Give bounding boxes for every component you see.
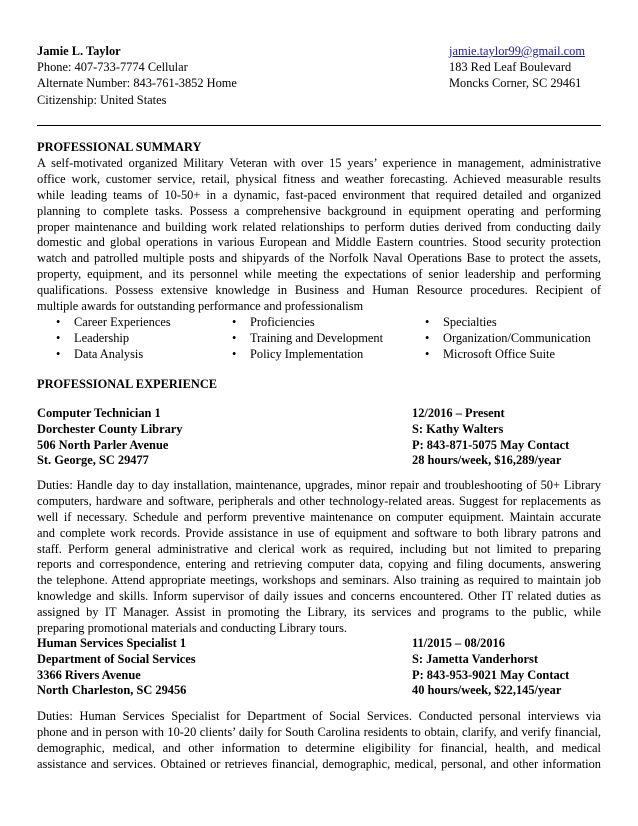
job-hours: 40 hours/week, $22,145/year xyxy=(412,683,562,698)
bullet-icon: • xyxy=(425,315,430,329)
summary-line: proper maintenance and building work related relationships to perform duties derived from conducting daily xyxy=(37,219,601,234)
duties-line: well if necessary. Schedule and perform preventive maintenance on computer equipment. Maintain accurate xyxy=(37,509,601,524)
duties-line: Duties: Handle day to day installation, maintenance, upgrades, minor repair and troubleshooting of 50+ Library xyxy=(37,478,601,492)
job-hours: 28 hours/week, $16,289/year xyxy=(412,453,562,468)
duties-line: staff. Perform general administrative and clerical work as required, including but not limited to preparing xyxy=(37,541,601,556)
summary-line: office work, customer service, retail, physical fitness and weather forecasting. Achieved measurable results xyxy=(37,171,601,186)
address-line-1: 183 Red Leaf Boulevard xyxy=(449,60,572,75)
job-duties xyxy=(37,709,601,773)
supervisor: S: Jametta Vanderhorst xyxy=(412,651,538,666)
summary-line: multiple awards for outstanding performance and professionalism xyxy=(37,299,364,314)
job-duties xyxy=(37,478,601,637)
list-item: • Policy Implementation xyxy=(232,346,364,361)
duties-line: phone and in person with 10-20 clients’ daily for South Carolina residents to obtain, clarify, and verify financial, xyxy=(37,724,601,739)
applicant-name: Jamie L. Taylor xyxy=(37,44,121,58)
header-divider xyxy=(37,125,601,126)
job-header xyxy=(37,406,601,469)
skills-column-3 xyxy=(425,315,591,362)
summary-line: domestic and global operations in various European and Middle Eastern countries. Stood security protection xyxy=(37,235,601,250)
list-item: • Career Experiences xyxy=(56,315,171,329)
summary-heading: PROFESSIONAL SUMMARY xyxy=(37,140,202,154)
duties-line: the telephone. Attend appropriate meetings, workshops and seminars. Also training as required to maintain job xyxy=(37,573,601,588)
employer-contact: P: 843-871-5075 May Contact xyxy=(412,437,570,452)
duties-line: demographic, medical, and other information to determine eligibility for financial, health, and medical xyxy=(37,740,601,755)
summary-line: A self-motivated organized Military Veteran with over 15 years’ experience in management, administrative xyxy=(37,156,601,170)
bullet-icon: • xyxy=(425,346,430,361)
employer-address: 506 North Parler Avenue xyxy=(37,437,169,452)
summary-paragraph xyxy=(37,156,601,315)
phone: Phone: 407-733-7774 Cellular xyxy=(37,60,188,75)
job-title: Computer Technician 1 xyxy=(37,406,161,420)
duties-line: preparing promotional materials and conducting Library tours. xyxy=(37,621,348,636)
job-dates: 11/2015 – 08/2016 xyxy=(412,636,505,650)
skills-column-1 xyxy=(56,315,171,362)
list-item: • Proficiencies xyxy=(232,315,315,329)
experience-heading: PROFESSIONAL EXPERIENCE xyxy=(37,377,218,391)
bullet-icon: • xyxy=(56,330,61,345)
email-link[interactable]: jamie.taylor99@gmail.com xyxy=(449,44,585,58)
duties-line: reports and correspondence, entering and retrieving computer data, copying and filing documents, answering xyxy=(37,557,601,572)
alternate-phone: Alternate Number: 843-761-3852 Home xyxy=(37,76,237,91)
employer: Department of Social Services xyxy=(37,651,196,666)
contact-block xyxy=(37,44,367,109)
duties-line: assigned by IT Manager. Assist in promoting the Library, its services and programs to the public, while xyxy=(37,605,601,620)
address-line-2: Moncks Corner, SC 29461 xyxy=(449,76,582,91)
summary-line: property, equipment, and its personnel while meeting the expectations of senior leadership and performing xyxy=(37,267,601,282)
employer: Dorchester County Library xyxy=(37,421,183,436)
skills-column-2 xyxy=(232,315,383,362)
summary-line: qualifications. Possess extensive knowledge in Business and Human Resource procedures. Recipient of xyxy=(37,283,601,298)
bullet-icon: • xyxy=(56,315,61,329)
employer-city: North Charleston, SC 29456 xyxy=(37,683,187,698)
bullet-icon: • xyxy=(425,330,430,345)
address-block xyxy=(449,44,619,93)
list-item: • Specialties xyxy=(425,315,497,329)
duties-line: Duties: Human Services Specialist for Department of Social Services. Conducted personal interviews via xyxy=(37,709,601,723)
list-item: • Microsoft Office Suite xyxy=(425,346,555,361)
list-item: • Training and Development xyxy=(232,330,384,345)
duties-line: computers, hardware and software, peripherals and other technology-related areas. Suggest for replacements as xyxy=(37,493,601,508)
duties-line: knowledge and skills. Inform supervisor of daily issues and concerns encountered. Other IT related duties as xyxy=(37,589,601,604)
bullet-icon: • xyxy=(232,346,237,361)
duties-line: assistance and services. Obtained or retrieves financial, demographic, medical, personal, and other information xyxy=(37,756,601,771)
bullet-icon: • xyxy=(56,346,61,361)
employer-address: 3366 Rivers Avenue xyxy=(37,667,141,682)
bullet-icon: • xyxy=(232,315,237,329)
summary-line: while leading teams of 10-50+ in a dynamic, fast-paced environment that required detailed and organized xyxy=(37,187,601,202)
employer-city: St. George, SC 29477 xyxy=(37,453,149,468)
supervisor: S: Kathy Walters xyxy=(412,421,504,436)
job-title: Human Services Specialist 1 xyxy=(37,636,187,650)
summary-line: watch and patrolled multiple posts and shipyards of the Norfolk Naval Operations Base to protect the assets, xyxy=(37,251,601,266)
job-header xyxy=(37,636,601,699)
list-item: • Organization/Communication xyxy=(425,330,591,345)
bullet-icon: • xyxy=(232,330,237,345)
employer-contact: P: 843-953-9021 May Contact xyxy=(412,667,570,682)
duties-line: and complete work records. Provide assistance in use of equipment and software to both library patrons and xyxy=(37,525,601,540)
list-item: • Leadership xyxy=(56,330,130,345)
list-item: • Data Analysis xyxy=(56,346,144,361)
citizenship: Citizenship: United States xyxy=(37,92,167,107)
job-dates: 12/2016 – Present xyxy=(412,406,505,420)
summary-line: planning to complete tasks. Possess a comprehensive background in equipment operating and performing xyxy=(37,203,601,218)
